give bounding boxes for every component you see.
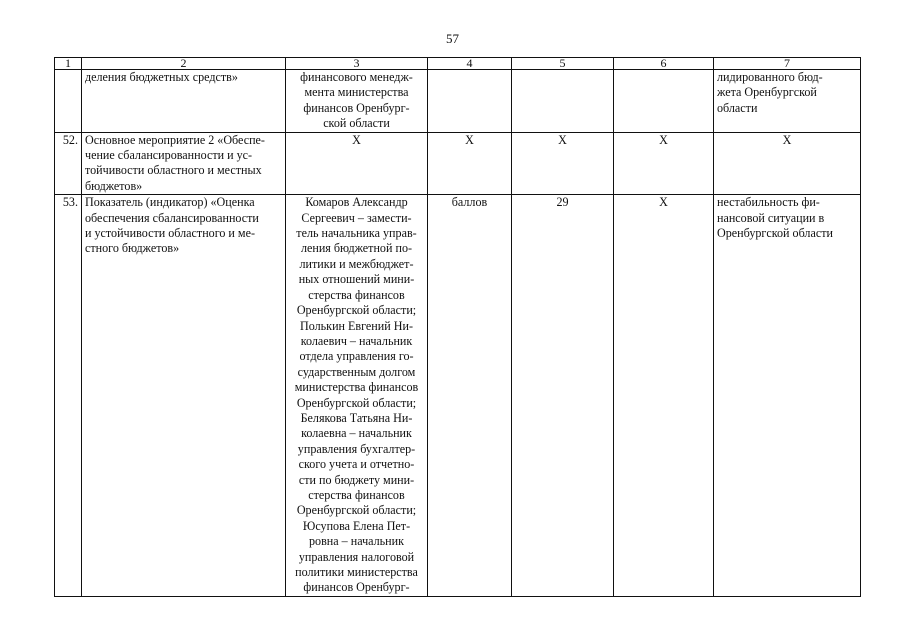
page-number: 57 <box>446 31 459 46</box>
responsible-cell: X <box>286 132 428 195</box>
row-number-cell <box>55 70 82 133</box>
value-cell: X <box>512 132 614 195</box>
col6-cell: X <box>614 132 714 195</box>
header-cell-3: 3 <box>286 58 428 70</box>
header-cell-6: 6 <box>614 58 714 70</box>
col6-cell: X <box>614 195 714 597</box>
table-row-53 <box>55 195 861 597</box>
header-cell-5: 5 <box>512 58 614 70</box>
header-cell-1: 1 <box>55 58 82 70</box>
description-cell: деления бюджетных средств» <box>82 70 286 133</box>
description-cell: Показатель (индикатор) «Оценка обеспечения сбалансированности и устойчивости областного и ме- стного бюджетов» <box>82 195 286 597</box>
document-table <box>54 57 861 597</box>
unit-cell <box>428 70 512 133</box>
description-cell: Основное мероприятие 2 «Обеспе- чение сбалансированности и ус- тойчивости областного и местных бюджетов» <box>82 132 286 195</box>
responsible-cell: Комаров Александр Сергеевич – замести- тель начальника управ- ления бюджетной по- литики и межбюджет- ных отношений мини- стерства финансов Оренбургской области; Полькин Евгений Ни- колаевич – начальник отдела управления го- сударственным долгом министерства финансов Оренбургской области; Белякова Татьяна Ни- колаевна – начальник управления бухгалтер- ского учета и отчетно- сти по бюджету мини- стерства финансов Оренбургской области; Юсупова Елена Пет- ровна – начальник управления налоговой политики министерства финансов Оренбург- <box>286 195 428 597</box>
unit-cell: X <box>428 132 512 195</box>
risk-cell: нестабильность фи- нансовой ситуации в Оренбургской области <box>714 195 861 597</box>
col6-cell <box>614 70 714 133</box>
risk-cell: лидированного бюд- жета Оренбургской области <box>714 70 861 133</box>
header-cell-7: 7 <box>714 58 861 70</box>
header-row <box>55 58 861 70</box>
header-cell-2: 2 <box>82 58 286 70</box>
risk-cell: X <box>714 132 861 195</box>
table-row-52 <box>55 132 861 195</box>
value-cell <box>512 70 614 133</box>
unit-cell: баллов <box>428 195 512 597</box>
header-cell-4: 4 <box>428 58 512 70</box>
table-row-continuation <box>55 70 861 133</box>
row-number-cell: 52. <box>55 132 82 195</box>
responsible-cell: финансового менедж- мента министерства финансов Оренбург- ской области <box>286 70 428 133</box>
value-cell: 29 <box>512 195 614 597</box>
row-number-cell: 53. <box>55 195 82 597</box>
